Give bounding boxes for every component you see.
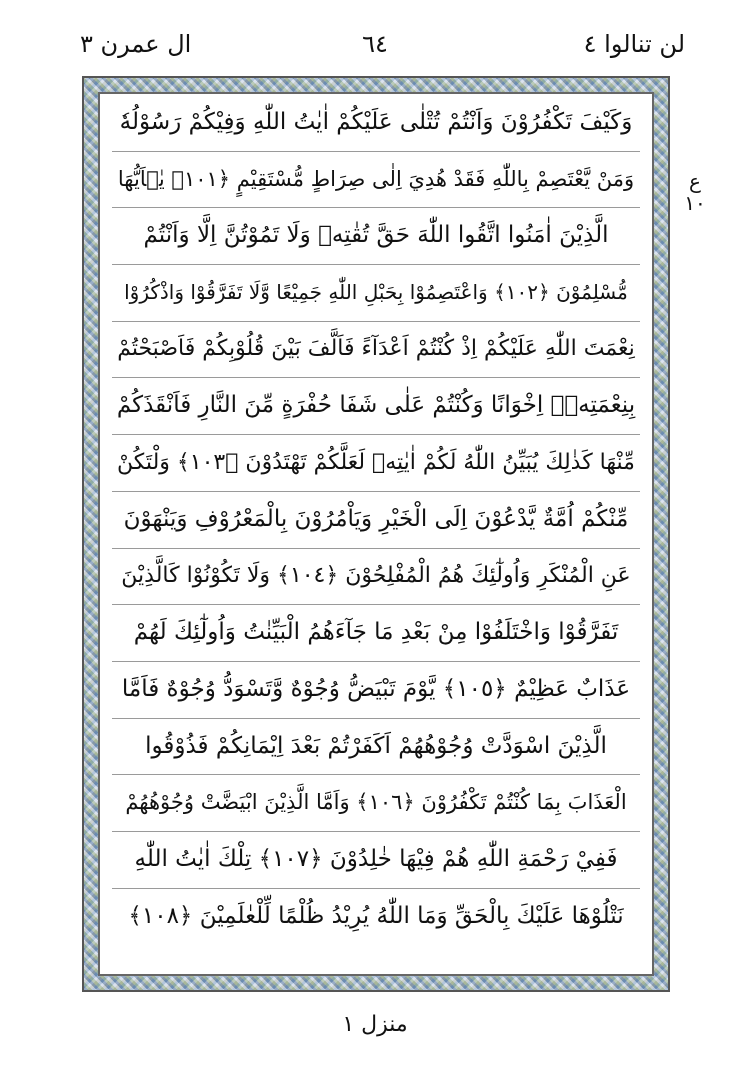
text-line: الْعَذَابَ بِمَا كُنْتُمْ تَكْفُرُوْنَ ﴿١٠٦﴾ وَاَمَّا الَّذِيْنَ ابْيَضَّتْ وُجُوْهُهُمْ	[112, 774, 640, 832]
header-surah-name: ال عمرن ٣	[80, 30, 192, 58]
ornamental-border	[82, 76, 670, 992]
text-line: وَمَنْ يَّعْتَصِمْ بِاللّٰهِ فَقَدْ هُدِيَ اِلٰى صِرَاطٍ مُّسْتَقِيْمٍ ﴿١٠١﴾ يٰۤاَيُّهَا	[112, 151, 640, 209]
text-line: بِنِعْمَتِهٖۤ اِخْوَانًا وَكُنْتُمْ عَلٰى شَفَا حُفْرَةٍ مِّنَ النَّارِ فَاَنْقَذَكُمْ	[112, 378, 640, 436]
page-number: ٦٤	[362, 30, 388, 58]
manzil-footer: منزل ١	[342, 1012, 408, 1037]
text-line: الَّذِيْنَ اسْوَدَّتْ وُجُوْهُهُمْ اَكَفَرْتُمْ بَعْدَ اِيْمَانِكُمْ فَذُوْقُوا	[112, 718, 640, 776]
text-line: مِّنْهَا كَذٰلِكَ يُبَيِّنُ اللّٰهُ لَكُمْ اٰيٰتِهٖ لَعَلَّكُمْ تَهْتَدُوْنَ ﴿١٠٣﴾ وَلْتَكُنْ	[112, 434, 640, 492]
text-line: عَنِ الْمُنْكَرِ وَاُولٰٓئِكَ هُمُ الْمُفْلِحُوْنَ ﴿١٠٤﴾ وَلَا تَكُوْنُوْا كَالَّذِيْنَ	[112, 548, 640, 606]
ruku-marker: ع ١٠	[684, 169, 706, 215]
text-line: مِّنْكُمْ اُمَّةٌ يَّدْعُوْنَ اِلَى الْخَيْرِ وَيَاْمُرُوْنَ بِالْمَعْرُوْفِ وَيَنْهَوْنَ	[112, 491, 640, 549]
text-line: وَكَيْفَ تَكْفُرُوْنَ وَاَنْتُمْ تُتْلٰى عَلَيْكُمْ اٰيٰتُ اللّٰهِ وَفِيْكُمْ رَسُوْلُهٗ	[112, 94, 640, 152]
text-line: مُّسْلِمُوْنَ ﴿١٠٢﴾ وَاعْتَصِمُوْا بِحَبْلِ اللّٰهِ جَمِيْعًا وَّلَا تَفَرَّقُوْا وَاذْكُرُوْا	[112, 264, 640, 322]
text-line: الَّذِيْنَ اٰمَنُوا اتَّقُوا اللّٰهَ حَقَّ تُقٰتِهٖ وَلَا تَمُوْتُنَّ اِلَّا وَاَنْتُمْ	[112, 207, 640, 265]
text-line: فَفِيْ رَحْمَةِ اللّٰهِ هُمْ فِيْهَا خٰلِدُوْنَ ﴿١٠٧﴾ تِلْكَ اٰيٰتُ اللّٰهِ	[112, 831, 640, 889]
text-panel	[98, 92, 654, 976]
header-juz-name: لن تنالوا ٤	[583, 30, 685, 58]
text-line: تَفَرَّقُوْا وَاخْتَلَفُوْا مِنْ بَعْدِ مَا جَآءَهُمُ الْبَيِّنٰتُ وَاُولٰٓئِكَ لَهُمْ	[112, 604, 640, 662]
text-line: عَذَابٌ عَظِيْمٌ ﴿١٠٥﴾ يَّوْمَ تَبْيَضُّ وُجُوْهٌ وَّتَسْوَدُّ وُجُوْهٌ فَاَمَّا	[112, 661, 640, 719]
text-line: نَتْلُوْهَا عَلَيْكَ بِالْحَقِّ وَمَا اللّٰهُ يُرِيْدُ ظُلْمًا لِّلْعٰلَمِيْنَ ﴿١٠٨﴾	[128, 902, 624, 929]
text-line: نِعْمَتَ اللّٰهِ عَلَيْكُمْ اِذْ كُنْتُمْ اَعْدَآءً فَاَلَّفَ بَيْنَ قُلُوْبِكُمْ فَاَصْبَحْتُمْ	[112, 321, 640, 379]
